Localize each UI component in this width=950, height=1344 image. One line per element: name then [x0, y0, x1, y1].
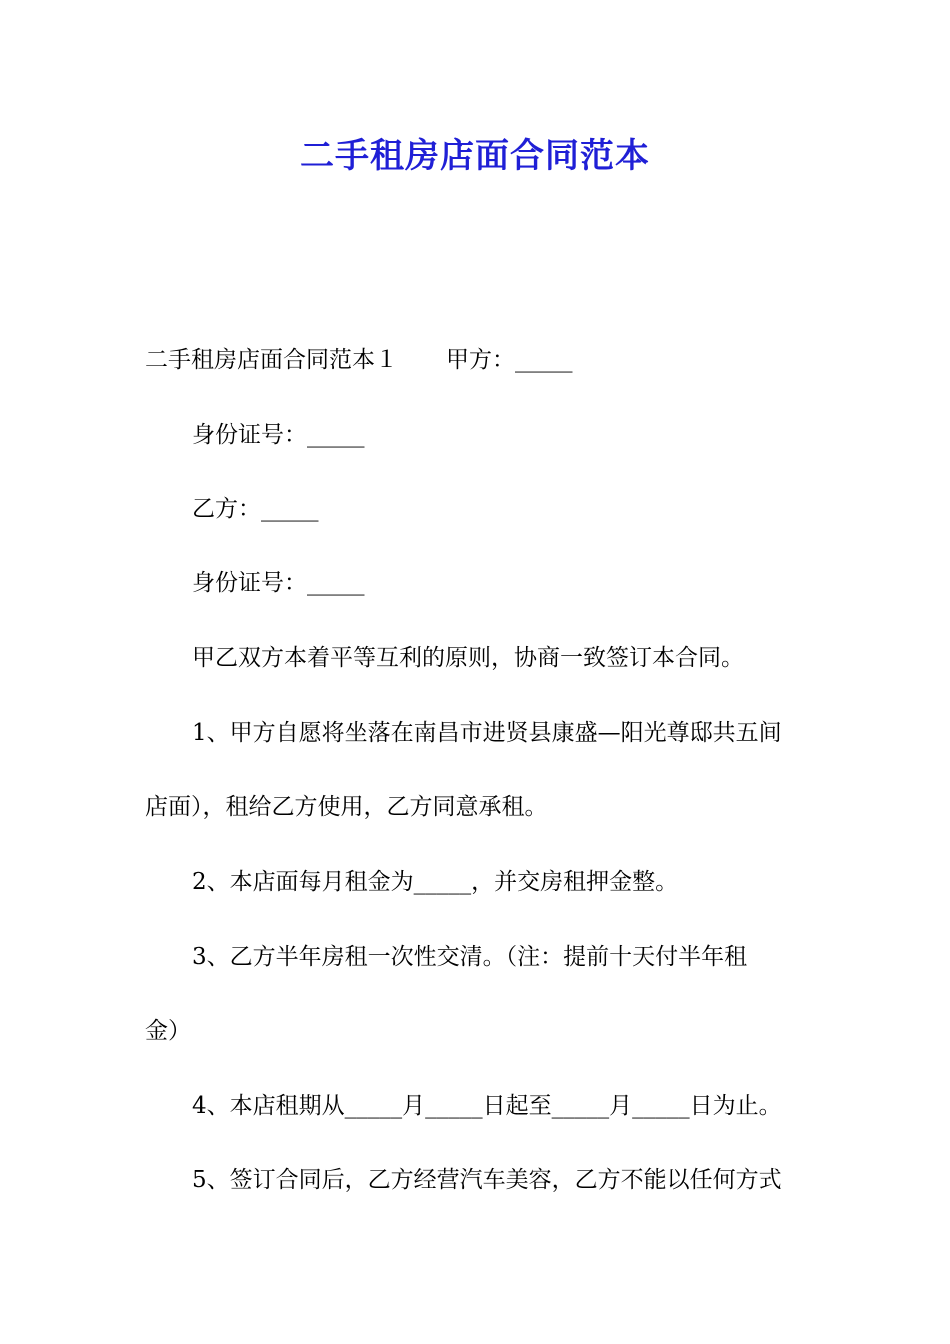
- clause-1-line-1: 1、甲方自愿将坐落在南昌市进贤县康盛—阳光尊邸共五间: [192, 720, 782, 746]
- party-b-field: 乙方：_____: [192, 496, 319, 522]
- clause-1-line-2: 店面），租给乙方使用，乙方同意承租。: [145, 794, 548, 820]
- document-title: 二手租房店面合同范本: [300, 136, 650, 176]
- party-a-field: 甲方：_____: [446, 347, 573, 373]
- preamble-paragraph: 甲乙双方本着平等互利的原则，协商一致签订本合同。: [192, 645, 744, 671]
- party-a-id-field: 身份证号：_____: [192, 422, 365, 448]
- contract-subtitle: 二手租房店面合同范本１: [145, 347, 398, 373]
- clause-5-line-1: 5、签订合同后，乙方经营汽车美容，乙方不能以任何方式: [192, 1167, 782, 1193]
- clause-2: 2、本店面每月租金为_____，并交房租押金整。: [192, 869, 679, 895]
- contract-heading-line: [145, 345, 573, 375]
- clause-3-line-2: 金）: [145, 1018, 191, 1044]
- clause-3-line-1: 3、乙方半年房租一次性交清。（注：提前十天付半年租: [192, 944, 748, 970]
- clause-4: 4、本店租期从_____月_____日起至_____月_____日为止。: [192, 1093, 782, 1119]
- party-b-id-field: 身份证号：_____: [192, 570, 365, 596]
